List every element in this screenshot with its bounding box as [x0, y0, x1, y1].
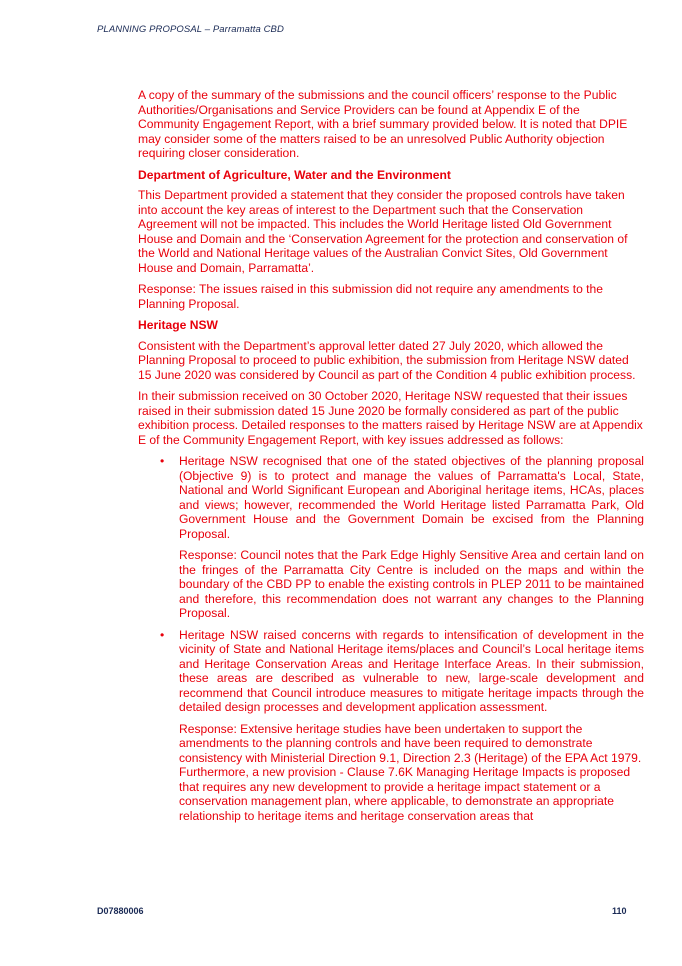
dawe-paragraph: This Department provided a statement that they consider the proposed controls have taken into account the key areas of interest to the Department such that the Conservation Agreement will not be impacted. This includes the World Heritage listed Old Government House and Domain and the ‘Conservation Agreement for the protection and conservation of the World and National Heritage values of the Australian Convict Sites, Old Government House and Domain, Parramatta’. — [138, 188, 628, 275]
running-header: PLANNING PROPOSAL – Parramatta CBD — [97, 24, 284, 35]
heritage-bullet-list — [138, 454, 644, 823]
list-item — [138, 454, 644, 621]
intro-paragraph: A copy of the summary of the submissions and the council officers’ response to the Public Authorities/Organisations and Service Providers can be found at Appendix E of the Community Engagement Report, with a brief summary provided below. It is noted that DPIE may consider some of the matters raised to be an unresolved Public Authority objection requiring closer consideration. — [138, 88, 628, 160]
document-id: D07880006 — [97, 906, 144, 916]
bullet-text: Heritage NSW recognised that one of the stated objectives of the planning proposal (Objective 9) is to protect and manage the values of Parramatta's Local, State, National and World Significant European and Aboriginal heritage items, HCAs, places and views; however, recommended the World Heritage listed Parramatta Park, Old Government House and the Government Domain be excised from the Planning Proposal. — [179, 454, 644, 541]
bullet-response: Response: Council notes that the Park Edge Highly Sensitive Area and certain land on the fringes of the Parramatta City Centre is included on the maps and within the boundary of the CBD PP to enable the existing controls in PLEP 2011 to be maintained and therefore, this recommendation does not warrant any changes to the Planning Proposal. — [179, 548, 644, 620]
heritage-paragraph-1: Consistent with the Department’s approval letter dated 27 July 2020, which allowed the Planning Proposal to proceed to public exhibition, the submission from Heritage NSW dated 15 June 2020 was considered by Council as part of the Condition 4 public exhibition process. — [138, 338, 636, 382]
list-item — [138, 628, 644, 824]
bullet-icon: • — [160, 627, 165, 642]
document-body — [138, 88, 644, 830]
heritage-paragraph-2: In their submission received on 30 October 2020, Heritage NSW requested that their issues raised in their submission dated 15 June 2020 be formally considered as part of the public exhibition process. Detailed responses to the matters raised by Heritage NSW are at Appendix E of the Community Engagement Report, with key issues addressed as follows: — [138, 389, 643, 447]
section-heading-dawe: Department of Agriculture, Water and the Environment — [138, 167, 451, 182]
bullet-text: Heritage NSW raised concerns with regards to intensification of development in the vicinity of State and National Heritage items/places and Council’s Local heritage items and Heritage Conservation Areas and Heritage Interface Areas. In their submission, these areas are described as vulnerable to new, large-scale development and recommend that Council introduce measures to mitigate heritage impacts through the detailed design processes and development application assessment. — [179, 627, 644, 714]
dawe-response: Response: The issues raised in this submission did not require any amendments to the Planning Proposal. — [138, 282, 603, 311]
bullet-response: Response: Extensive heritage studies have been undertaken to support the amendments to the planning controls and have been required to demonstrate consistency with Ministerial Direction 9.1, Direction 2.3 (Heritage) of the EPA Act 1979. Furthermore, a new provision - Clause 7.6K Managing Heritage Impacts is proposed that requires any new development to provide a heritage impact statement or a conservation management plan, where applicable, to demonstrate an appropriate relationship to heritage items and heritage conservation areas that — [179, 721, 642, 823]
bullet-icon: • — [160, 454, 165, 468]
page-number: 110 — [612, 906, 627, 916]
section-heading-heritage-nsw: Heritage NSW — [138, 318, 218, 332]
